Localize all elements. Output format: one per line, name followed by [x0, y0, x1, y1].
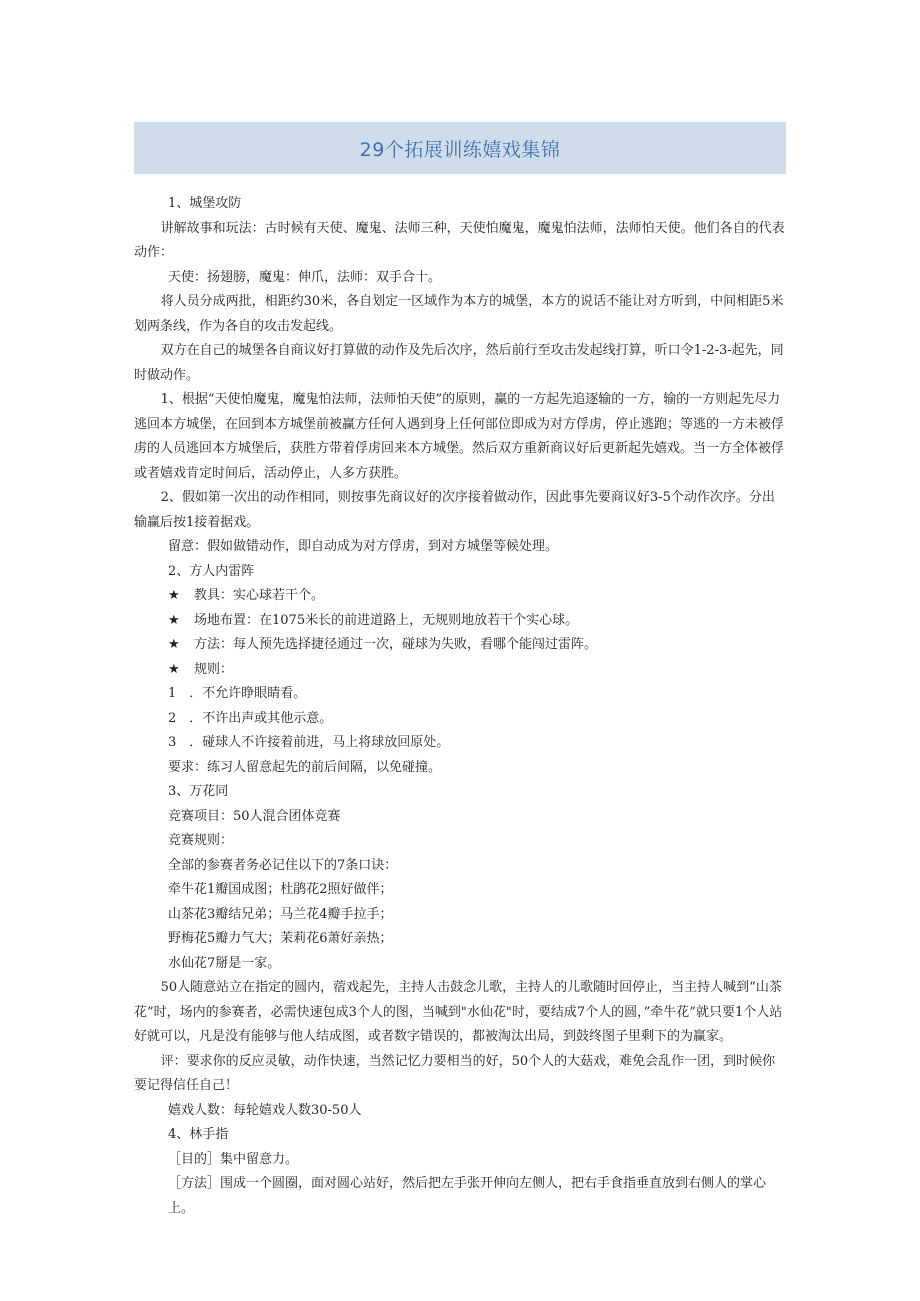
paragraph: 全部的参赛者务必记住以下的7条口诀： — [168, 857, 398, 873]
paragraph: ［目的］集中留意力。 — [168, 1151, 299, 1167]
paragraph: 50人随意站立在指定的圆内，蓿戏起先，主持人击鼓念儿歌，主持人的儿歌随时回停止，当主持人喊到“山茶花”时，场内的参赛者，必需快速包成3个人的图，当喊到"水仙花"时，要结成7个人的圆，”牵牛花”就只要1个人站好就可以，凡是没有能够与他人结成图，或者数字错误的，都被淘汰出局，到鼓终图子里剩下的为赢家。 — [134, 980, 783, 1044]
list-item: 3 ．碰球人不许接着前进，马上将球放回原处。 — [168, 735, 450, 750]
star-bullet-icon: ★ — [168, 588, 180, 603]
article-body — [134, 192, 786, 1221]
list-item: 2 ．不许出声或其他示意。 — [168, 710, 333, 726]
paragraph: 评：要求你的反应灵敏，动作快速，当然记忆力要相当的好，50个人的大菇戏，难免会乱作一团，到时候你要记得信任自己！ — [134, 1053, 776, 1093]
star-bullet-icon: ★ — [168, 637, 180, 652]
star-bullet-icon: ★ — [168, 661, 180, 677]
paragraph: 水仙花7掰是一家。 — [168, 955, 281, 971]
paragraph: 讲解故事和玩法：古时候有天使、魔鬼、法师三种，天使怕魔鬼，魔鬼怕法师，法师怕天使。他们各自的代表动作： — [134, 220, 785, 260]
section-heading: 4、林手指 — [168, 1127, 229, 1142]
bullet-item: ★ 规则： — [168, 658, 786, 683]
paragraph: 牵牛花1瓣国成图；杜鹃花2照好做伴； — [168, 882, 393, 897]
paragraph: 双方在自己的城堡各自商议好打算做的动作及先后次序，然后前行至攻击发起线打算，听口令1-2-3-起先，同时做动作。 — [134, 343, 784, 383]
paragraph: 竞赛规则： — [168, 833, 234, 848]
paragraph: 1、根据“天使怕魔鬼，魔鬼怕法师，法师怕天使”的原则，赢的一方起先追逐输的一方，输的一方则起先尽力逃回本方城堡，在回到本方城堡前被赢方任何人遇到身上任何部位即成为对方俘虏，停止逃跑；等逃的一方未被俘虏的人员逃回本方城堡后，获胜方带着俘虏回来本方城堡。然后双方重新商议好后更新起先嬉戏。当一方全体被俘或者嬉戏肯定时间后，活动停止，人多方获胜。 — [134, 392, 785, 481]
section-heading: 3、万花同 — [168, 784, 229, 799]
section-heading: 2、方人内雷阵 — [168, 563, 255, 579]
title-banner — [134, 122, 786, 174]
paragraph: 要求：练习人留意起先的前后间隔，以免碰撞。 — [168, 759, 442, 775]
paragraph: 将人员分成两批，相距约30米，各自划定一区域作为本方的城堡，本方的说话不能让对方听到，中间相距5米划两条线，作为各自的攻击发起线。 — [134, 294, 784, 334]
list-item: 1 ．不允许睁眼睛看。 — [168, 686, 307, 701]
paragraph: 嬉戏人数：每轮嬉戏人数30-50人 — [168, 1102, 362, 1118]
paragraph: 留意：假如做错动作，即自动成为对方俘虏，到对方城堡等候处理。 — [168, 539, 559, 554]
star-bullet-icon: ★ — [168, 612, 180, 628]
bullet-item: ★ 方法：每人预先选择捷径通过一次，碰球为失败，看哪个能闯过雷阵。 — [168, 633, 786, 658]
paragraph: 竞赛项目：50人混合团体竞赛 — [168, 808, 341, 824]
bullet-item: ★ 教具：实心球若干个。 — [168, 584, 786, 609]
paragraph: 山茶花3瓣结兄弟；马兰花4瓣手拉手； — [168, 906, 393, 922]
section-heading: 1、城堡攻防 — [168, 196, 242, 211]
page-title: 29个拓展训练嬉戏集锦 — [359, 138, 561, 161]
paragraph: 2、假如第一次出的动作相同，则按事先商议好的次序接着做动作，因此事先要商议好3-5个动作次序。分出输赢后按1接着据戏。 — [134, 490, 775, 530]
paragraph: 野梅花5瓣力气大；茉莉花6萧好亲热； — [168, 931, 393, 946]
bullet-item: ★ 场地布置：在1075米长的前进道路上，无规则地放若干个实心球。 — [168, 609, 786, 634]
paragraph: 天使：扬翅膀，魔鬼：伸爪，法师：双手合十。 — [168, 269, 442, 285]
paragraph: ［方法］围成一个圆圈，面对圆心站好，然后把左手张开伸向左侧人，把右手食指垂直放到右侧人的掌心上。 — [168, 1176, 767, 1216]
